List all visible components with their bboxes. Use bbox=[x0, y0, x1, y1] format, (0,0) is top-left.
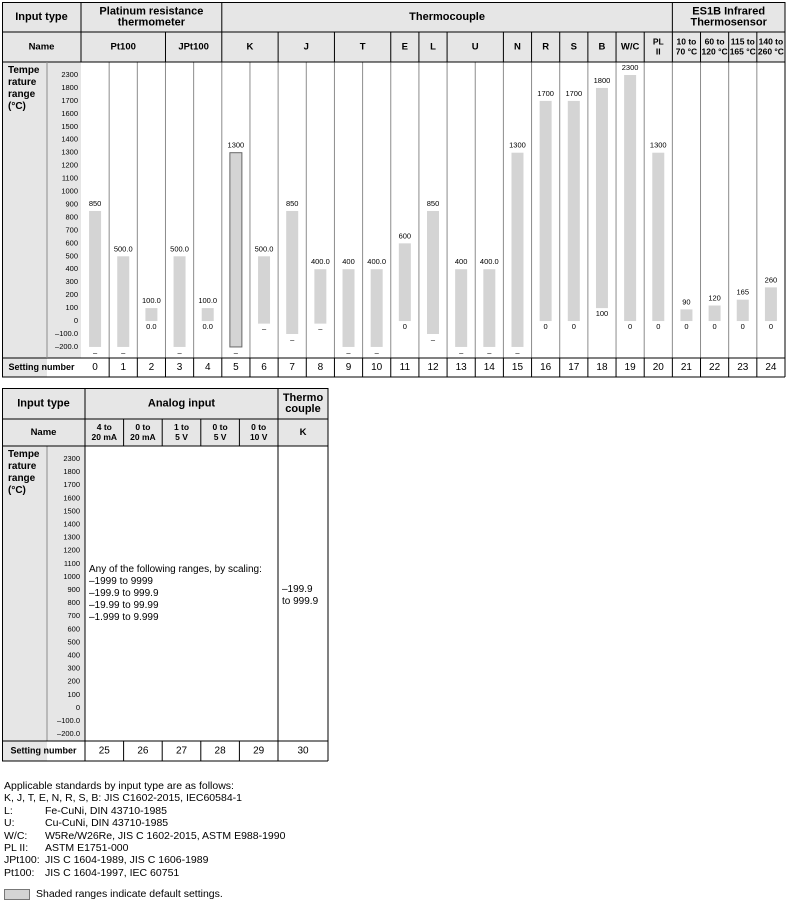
axis-tick-label: 1600 bbox=[63, 493, 80, 503]
range-max-label: 500.0 bbox=[170, 244, 189, 254]
setting-number: 6 bbox=[261, 362, 267, 374]
range-max-label: 400.0 bbox=[367, 257, 387, 267]
range-bar bbox=[596, 88, 608, 308]
range-max-label: 260 bbox=[764, 275, 778, 285]
range-max-label: 1300 bbox=[649, 140, 667, 150]
axis-tick-label: 600 bbox=[65, 238, 78, 248]
axis-tick-label: 2300 bbox=[63, 453, 80, 463]
range-max-label: 500.0 bbox=[113, 244, 133, 254]
temp-range-label: (°C) bbox=[8, 485, 26, 496]
setting-number: 11 bbox=[399, 362, 411, 374]
standard-value: Fe-CuNi, DIN 43710-1985 bbox=[45, 804, 167, 817]
setting-number: 18 bbox=[596, 362, 608, 374]
axis-tick-label: 0 bbox=[75, 702, 80, 712]
group-header-label: Thermosensor bbox=[690, 16, 767, 29]
analog-range-text: –1.999 to 9.999 bbox=[89, 612, 159, 623]
standard-value: ASTM E1751-000 bbox=[45, 842, 129, 855]
range-max-label: 1700 bbox=[565, 88, 583, 98]
setting-number: 14 bbox=[483, 362, 495, 374]
range-max-label: 100.0 bbox=[142, 296, 161, 306]
axis-tick-label: 1600 bbox=[61, 108, 78, 118]
range-min-label: – bbox=[121, 347, 126, 357]
name-label: Name bbox=[28, 41, 55, 53]
group-header-label: couple bbox=[285, 402, 321, 415]
standard-key: W/C: bbox=[4, 829, 28, 842]
axis-tick-label: 1800 bbox=[61, 82, 78, 92]
axis-tick-label: 600 bbox=[67, 624, 80, 634]
range-max-label: 165 bbox=[736, 287, 750, 297]
standard-value: JIS C 1604-1997, IEC 60751 bbox=[45, 866, 180, 879]
standard-line bbox=[4, 867, 285, 879]
setting-number: 17 bbox=[568, 362, 580, 374]
setting-number: 26 bbox=[137, 745, 149, 757]
type-name-label: 115 to bbox=[730, 36, 755, 47]
range-min-label: 0 bbox=[768, 322, 774, 332]
setting-number: 8 bbox=[317, 362, 324, 374]
range-min-label: – bbox=[430, 334, 436, 344]
group-header-label: thermometer bbox=[117, 16, 186, 29]
range-bar bbox=[568, 101, 580, 321]
range-bar bbox=[455, 269, 467, 347]
type-name-label: 120 °C bbox=[701, 46, 728, 57]
range-bar bbox=[371, 269, 383, 347]
range-min-label: – bbox=[515, 347, 520, 357]
standard-key: K, J, T, E, N, R, S, B: bbox=[4, 792, 102, 805]
setting-number: 27 bbox=[175, 745, 188, 757]
standard-value: W5Re/W26Re, JIS C 1602-2015, ASTM E988-1990 bbox=[45, 829, 286, 842]
standard-key: PL II: bbox=[4, 842, 29, 855]
type-name-label: R bbox=[542, 41, 550, 53]
range-max-label: 400.0 bbox=[310, 257, 330, 267]
range-min-label: – bbox=[177, 347, 182, 357]
range-min-label: – bbox=[459, 347, 464, 357]
type-name-label: U bbox=[471, 41, 479, 53]
type-name-label: PL bbox=[652, 36, 664, 47]
group-header-label: Analog input bbox=[147, 397, 216, 410]
axis-tick-label: 2300 bbox=[61, 69, 78, 79]
axis-tick-label: 300 bbox=[67, 663, 80, 673]
standard-line bbox=[4, 792, 285, 804]
name-label: Name bbox=[30, 427, 57, 439]
range-max-label: 400 bbox=[342, 257, 355, 267]
setting-number: 21 bbox=[680, 362, 693, 374]
type-name-label: W/C bbox=[620, 41, 640, 53]
input-type-label: Input type bbox=[15, 10, 68, 23]
axis-tick-label: 1400 bbox=[63, 519, 80, 529]
axis-tick-label: –100.0 bbox=[57, 715, 80, 725]
setting-number: 29 bbox=[253, 745, 265, 757]
range-bar bbox=[230, 153, 242, 347]
setting-number: 15 bbox=[511, 362, 524, 374]
group-header-label: Thermo bbox=[282, 391, 324, 404]
standard-value: JIS C 1604-1989, JIS C 1606-1989 bbox=[45, 854, 209, 867]
range-max-label: 400 bbox=[454, 257, 468, 267]
axis-tick-label: 500 bbox=[65, 251, 78, 261]
standard-key: U: bbox=[4, 817, 15, 830]
axis-tick-label: 1300 bbox=[61, 147, 78, 157]
range-max-label: 1800 bbox=[593, 75, 611, 85]
axis-tick-label: 1700 bbox=[61, 95, 78, 105]
range-min-label: 0 bbox=[628, 322, 633, 332]
type-name-label: T bbox=[359, 41, 366, 53]
standard-line bbox=[4, 854, 285, 866]
range-bar bbox=[145, 308, 157, 321]
input-range-table-2 bbox=[2, 388, 332, 768]
standard-key: JPt100: bbox=[4, 854, 40, 867]
type-name-label: J bbox=[303, 41, 309, 53]
setting-number: 25 bbox=[98, 745, 110, 757]
temp-range-label: Tempe bbox=[8, 449, 40, 460]
axis-tick-label: 100 bbox=[65, 303, 78, 313]
setting-number: 1 bbox=[120, 362, 127, 374]
range-bar bbox=[540, 101, 552, 321]
type-name-label: 140 to bbox=[758, 36, 784, 47]
setting-number: 13 bbox=[455, 362, 467, 374]
axis-tick-label: 200 bbox=[65, 290, 78, 300]
range-min-label: 0 bbox=[402, 322, 407, 332]
setting-number: 28 bbox=[214, 745, 226, 757]
setting-number: 12 bbox=[427, 362, 439, 374]
type-name-label: N bbox=[514, 41, 521, 53]
type-name-label: 0 to bbox=[135, 421, 151, 432]
type-name-label: 10 V bbox=[249, 431, 268, 442]
legend-swatch bbox=[4, 889, 30, 900]
axis-tick-label: 1100 bbox=[61, 173, 78, 183]
type-name-label: Pt100 bbox=[110, 41, 136, 53]
standard-line bbox=[4, 817, 285, 829]
range-max-label: 1300 bbox=[227, 140, 245, 150]
axis-tick-label: 800 bbox=[67, 598, 80, 608]
type-name-label: 20 mA bbox=[130, 431, 156, 442]
range-min-label: – bbox=[318, 324, 323, 334]
axis-tick-label: 300 bbox=[65, 277, 78, 287]
setting-number: 30 bbox=[297, 745, 309, 757]
type-name-label: K bbox=[299, 427, 307, 439]
axis-tick-label: 1500 bbox=[63, 506, 80, 516]
type-name-label: 1 to bbox=[173, 421, 190, 432]
group-header-label: ES1B Infrared bbox=[692, 5, 766, 18]
group-header-label: Thermocouple bbox=[409, 10, 485, 23]
range-max-label: 500.0 bbox=[254, 244, 274, 254]
range-min-label: – bbox=[374, 347, 379, 357]
range-max-label: 400.0 bbox=[479, 257, 499, 267]
type-name-label: S bbox=[570, 41, 577, 53]
axis-tick-label: 0 bbox=[73, 316, 78, 326]
axis-tick-label: 1000 bbox=[63, 571, 80, 581]
temp-range-label: range bbox=[8, 473, 36, 484]
setting-number: 3 bbox=[176, 362, 183, 374]
type-name-label: 165 °C bbox=[729, 46, 756, 57]
range-bar bbox=[89, 211, 101, 347]
range-min-label: 0 bbox=[543, 322, 548, 332]
range-min-label: 0.0 bbox=[146, 322, 157, 332]
thermocouple-range-text: –199.9 bbox=[282, 584, 313, 595]
analog-range-text: –199.9 to 999.9 bbox=[89, 588, 159, 599]
range-bar bbox=[765, 287, 777, 321]
range-max-label: 1300 bbox=[509, 140, 526, 150]
input-type-label: Input type bbox=[17, 397, 70, 410]
range-bar bbox=[399, 243, 411, 321]
range-max-label: 2300 bbox=[621, 62, 639, 72]
type-name-label: 60 to bbox=[704, 36, 725, 47]
temp-range-label: (°C) bbox=[8, 101, 26, 112]
axis-background bbox=[47, 62, 81, 358]
type-name-label: K bbox=[246, 41, 254, 53]
range-bar bbox=[314, 269, 326, 323]
range-bar bbox=[652, 153, 664, 321]
axis-tick-label: 500 bbox=[67, 637, 80, 647]
analog-range-text: –19.99 to 99.99 bbox=[89, 600, 159, 611]
range-bar bbox=[427, 211, 439, 334]
standards-intro: Applicable standards by input type are as follows: bbox=[4, 780, 234, 792]
range-bar bbox=[117, 256, 129, 347]
thermocouple-range-text: to 999.9 bbox=[282, 596, 319, 607]
setting-number: 20 bbox=[652, 362, 664, 374]
axis-tick-label: –200.0 bbox=[57, 729, 80, 739]
setting-number: 4 bbox=[204, 362, 211, 374]
setting-number: 5 bbox=[233, 362, 239, 374]
range-bar bbox=[680, 309, 692, 321]
type-name-label: 4 to bbox=[96, 421, 112, 432]
range-bar bbox=[737, 300, 749, 321]
legend bbox=[4, 888, 223, 900]
setting-number: 0 bbox=[92, 362, 98, 374]
temp-range-label: rature bbox=[8, 77, 37, 88]
range-max-label: 120 bbox=[708, 293, 721, 303]
setting-number: 19 bbox=[624, 362, 636, 374]
range-min-label: – bbox=[261, 324, 267, 334]
range-max-label: 90 bbox=[682, 297, 691, 307]
setting-number: 24 bbox=[765, 362, 777, 374]
axis-tick-label: 1200 bbox=[61, 160, 78, 170]
setting-number: 16 bbox=[540, 362, 552, 374]
type-name-label: 70 °C bbox=[675, 46, 698, 57]
axis-tick-label: 400 bbox=[67, 650, 80, 660]
type-name-label: JPt100 bbox=[178, 41, 209, 53]
range-max-label: 850 bbox=[88, 198, 102, 208]
axis-tick-label: 1000 bbox=[61, 186, 78, 196]
axis-tick-label: 700 bbox=[67, 611, 80, 621]
range-max-label: 1700 bbox=[537, 88, 554, 98]
axis-tick-label: 800 bbox=[65, 212, 78, 222]
range-min-label: 0 bbox=[740, 322, 745, 332]
axis-tick-label: 700 bbox=[65, 225, 78, 235]
range-max-label: 850 bbox=[285, 198, 299, 208]
standard-line bbox=[4, 805, 285, 817]
setting-number: 23 bbox=[737, 362, 749, 374]
standard-value: JIS C1602-2015, IEC60584-1 bbox=[104, 792, 243, 805]
setting-number: 2 bbox=[148, 362, 155, 374]
setting-number-label: Setting number bbox=[8, 361, 75, 372]
range-bar bbox=[286, 211, 298, 334]
type-name-label: II bbox=[655, 46, 661, 57]
standard-line bbox=[4, 830, 285, 842]
type-name-label: B bbox=[598, 41, 606, 53]
range-min-label: – bbox=[487, 347, 492, 357]
group-header-label: Platinum resistance bbox=[99, 5, 204, 18]
standard-value: Cu-CuNi, DIN 43710-1985 bbox=[45, 817, 169, 830]
range-min-label: – bbox=[92, 347, 98, 357]
range-bar bbox=[624, 75, 636, 321]
standards-notes bbox=[4, 780, 285, 879]
axis-tick-label: 1700 bbox=[63, 480, 80, 490]
range-bar bbox=[174, 256, 186, 347]
axis-tick-label: 1500 bbox=[61, 121, 78, 131]
setting-number: 9 bbox=[345, 362, 352, 374]
temp-range-label: rature bbox=[8, 461, 37, 472]
input-range-table-1 bbox=[2, 2, 786, 380]
type-name-label: 5 V bbox=[175, 431, 188, 442]
range-max-label: 100.0 bbox=[198, 296, 218, 306]
setting-number: 10 bbox=[371, 362, 383, 374]
range-max-label: 850 bbox=[426, 198, 440, 208]
type-name-label: 0 to bbox=[251, 421, 267, 432]
temp-range-label: Tempe bbox=[8, 65, 40, 76]
analog-range-text: Any of the following ranges, by scaling: bbox=[89, 564, 262, 575]
axis-tick-label: 1400 bbox=[61, 134, 78, 144]
type-name-label: 0 to bbox=[212, 421, 228, 432]
range-bar bbox=[258, 256, 270, 323]
range-max-label: 600 bbox=[398, 231, 412, 241]
standard-key: Pt100: bbox=[4, 866, 35, 879]
setting-number: 7 bbox=[289, 362, 295, 374]
range-min-label: – bbox=[346, 347, 351, 357]
type-name-label: 260 °C bbox=[757, 46, 784, 57]
range-bar bbox=[483, 269, 495, 347]
range-bar bbox=[202, 308, 214, 321]
axis-tick-label: 100 bbox=[67, 689, 80, 699]
axis-tick-label: 1800 bbox=[63, 467, 80, 477]
axis-tick-label: 1300 bbox=[63, 532, 80, 542]
range-bar bbox=[709, 306, 721, 322]
axis-tick-label: –200.0 bbox=[55, 341, 78, 351]
axis-tick-label: 1200 bbox=[63, 545, 80, 555]
axis-tick-label: 1100 bbox=[63, 558, 80, 568]
standard-key: L: bbox=[4, 804, 13, 817]
range-min-label: 0.0 bbox=[202, 322, 213, 332]
type-name-label: E bbox=[401, 41, 409, 53]
axis-tick-label: 400 bbox=[65, 264, 78, 274]
axis-tick-label: 900 bbox=[67, 584, 80, 594]
type-name-label: 20 mA bbox=[91, 431, 118, 442]
axis-tick-label: 200 bbox=[67, 676, 80, 686]
range-bar bbox=[511, 153, 523, 347]
temp-range-label: range bbox=[8, 89, 36, 100]
type-name-label: 10 to bbox=[676, 36, 697, 47]
legend-label: Shaded ranges indicate default settings. bbox=[36, 888, 223, 900]
range-min-label: 0 bbox=[656, 322, 661, 332]
range-min-label: 0 bbox=[571, 322, 576, 332]
range-min-label: – bbox=[233, 347, 238, 357]
type-name-label: 5 V bbox=[213, 431, 227, 442]
setting-number-label: Setting number bbox=[10, 745, 77, 756]
range-min-label: 0 bbox=[684, 322, 689, 332]
axis-tick-label: 900 bbox=[65, 199, 78, 209]
type-name-label: L bbox=[430, 41, 436, 53]
range-min-label: 0 bbox=[712, 322, 717, 332]
axis-tick-label: –100.0 bbox=[55, 328, 78, 338]
range-bar bbox=[343, 269, 355, 347]
range-min-label: – bbox=[290, 334, 295, 344]
setting-number: 22 bbox=[709, 362, 721, 374]
range-min-label: 100 bbox=[595, 309, 609, 319]
standard-line bbox=[4, 842, 285, 854]
analog-range-text: –1999 to 9999 bbox=[89, 576, 153, 587]
